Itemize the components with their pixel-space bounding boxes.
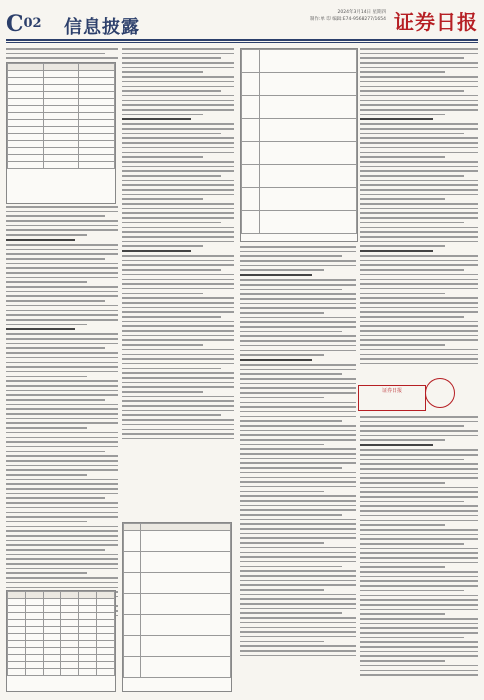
- page-number: C02: [6, 11, 42, 37]
- text-column-2: [122, 48, 234, 518]
- header-rule: [6, 39, 478, 41]
- data-table: [6, 62, 116, 204]
- data-table-bottom: [6, 590, 116, 692]
- header-rule-thin: [6, 42, 478, 43]
- text-column-4: [360, 48, 478, 378]
- newspaper-logo: 证券日报: [394, 10, 478, 34]
- text-column-3: [240, 246, 356, 690]
- newspaper-stamp: 证券日报: [358, 385, 426, 411]
- masthead: [0, 0, 484, 44]
- resolution-table: [122, 522, 232, 692]
- agenda-table: [240, 48, 358, 242]
- section-title: 信息披露: [64, 17, 140, 38]
- text-column-4b: [360, 416, 478, 690]
- company-seal-icon: [425, 378, 455, 408]
- issue-info: 2024年3月14日 星期四 制作:单 印 编辑:E74-9568277/1654: [309, 10, 386, 22]
- text-column-1b: [6, 206, 118, 646]
